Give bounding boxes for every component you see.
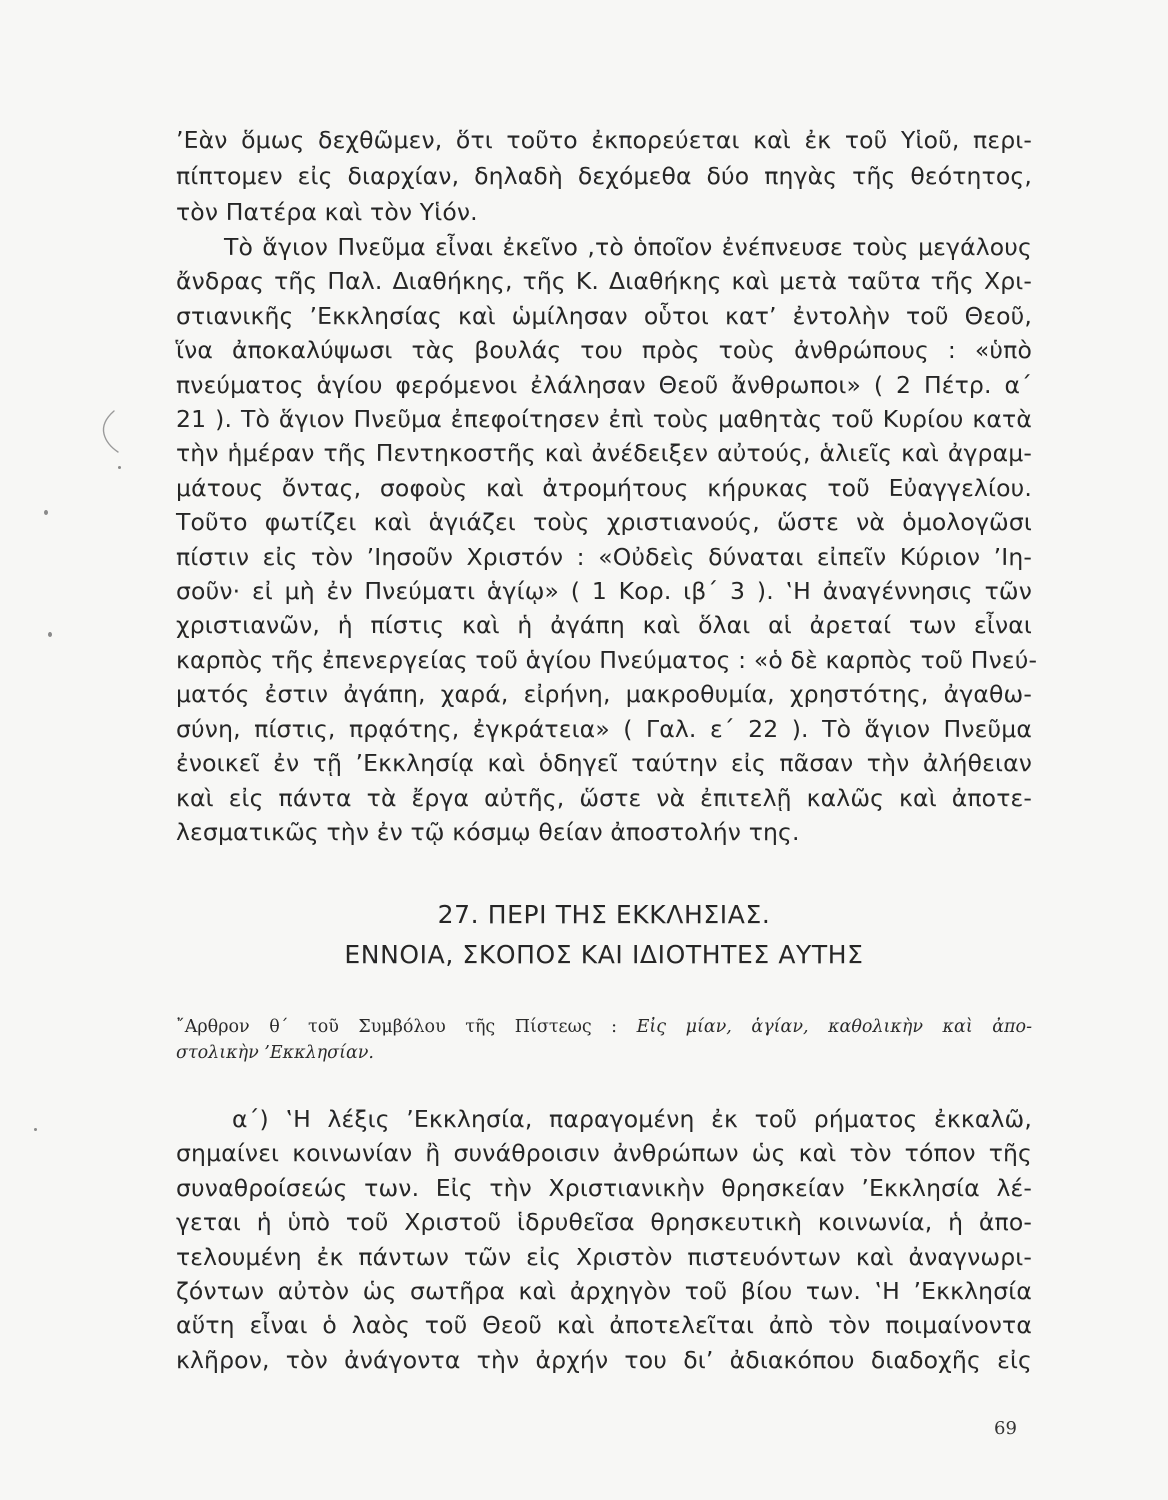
text-line: σύνη, πίστις, πρᾳότης, ἐγκράτεια» ( Γαλ. ε΄ 22 ). Τὸ ἅγιον Πνεῦμα — [176, 714, 1032, 743]
scan-speck — [44, 510, 48, 515]
text-line: πίπτομεν εἰς διαρχίαν, δηλαδὴ δεχόμεθα δύο πηγὰς τῆς θεότητος, — [176, 162, 1032, 190]
text-line: μάτους ὄντας, σοφοὺς καὶ ἀτρομήτους κήρυκας τοῦ Εὐαγγελίου. — [176, 473, 1032, 502]
text-line: ματός ἐστιν ἀγάπη, χαρά, εἰρήνη, μακροθυμία, χρηστότης, ἀγαθω- — [176, 680, 1032, 709]
text-line: 21 ). Τὸ ἅγιον Πνεῦμα ἐπεφοίτησεν ἐπὶ τοὺς μαθητὰς τοῦ Κυρίου κατὰ — [176, 405, 1032, 434]
scan-speck — [34, 1128, 37, 1131]
text-line: ζόντων αὐτὸν ὡς σωτῆρα καὶ ἀρχηγὸν τοῦ βίου των. ‛Η ’Εκκλησία — [176, 1277, 1032, 1306]
text-line: στιανικῆς ’Εκκλησίας καὶ ὡμίλησαν οὗτοι κατ’ ἐντολὴν τοῦ Θεοῦ, — [176, 301, 1032, 330]
epigraph-line — [176, 1014, 1032, 1040]
scan-speck — [118, 466, 121, 469]
text-line: τὴν ἡμέραν τῆς Πεντηκοστῆς καὶ ἀνέδειξεν αὐτούς, ἁλιεῖς καὶ ἀγραμ- — [176, 439, 1032, 468]
text-line: Τοῦτο φωτίζει καὶ ἁγιάζει τοὺς χριστιανούς, ὥστε νὰ ὁμολογῶσι — [176, 508, 1032, 537]
epigraph-prefix: ῎Αρθρον θ΄ τοῦ Συμβόλου τῆς Πίστεως : — [176, 1017, 637, 1037]
text-line: ἐνοικεῖ ἐν τῇ ’Εκκλησίᾳ καὶ ὁδηγεῖ ταύτην εἰς πᾶσαν τὴν ἀλήθειαν — [176, 749, 1032, 778]
paragraph-church-definition — [176, 1102, 1032, 1377]
text-line: κλῆρον, τὸν ἀνάγοντα τὴν ἀρχήν του δι’ ἀδιακόπου διαδοχῆς εἰς — [176, 1345, 1032, 1374]
text-line: ’Εὰν ὅμως δεχθῶμεν, ὅτι τοῦτο ἐκπορεύεται καὶ ἐκ τοῦ Υἱοῦ, περι- — [176, 126, 1032, 154]
text-line: τὸν Πατέρα καὶ τὸν Υἱόν. — [176, 198, 478, 226]
text-line: καὶ εἰς πάντα τὰ ἔργα αὐτῆς, ὥστε νὰ ἐπιτελῇ καλῶς καὶ ἀποτε- — [176, 783, 1032, 812]
text-line: συναθροίσεώς των. Εἰς τὴν Χριστιανικὴν θρησκείαν ’Εκκλησία λέ- — [176, 1173, 1032, 1202]
paragraph-holy-spirit — [176, 230, 1038, 849]
text-line: λεσματικῶς τὴν ἐν τῷ κόσμῳ θείαν ἀποστολήν της. — [176, 817, 800, 846]
text-line: πνεύματος ἁγίου φερόμενοι ἐλάλησαν Θεοῦ ἄνθρωποι» ( 2 Πέτρ. α΄ — [176, 370, 1032, 399]
text-line: σημαίνει κοινωνίαν ἢ συνάθροισιν ἀνθρώπων ὡς καὶ τὸν τόπον τῆς — [176, 1139, 1032, 1168]
text-line: γεται ἡ ὑπὸ τοῦ Χριστοῦ ἱδρυθεῖσα θρησκευτικὴ κοινωνία, ἡ ἀπο- — [176, 1208, 1032, 1237]
page-number: 69 — [994, 1418, 1017, 1439]
epigraph — [176, 1014, 1032, 1066]
text-line: αὕτη εἶναι ὁ λαὸς τοῦ Θεοῦ καὶ ἀποτελεῖται ἀπὸ τὸν ποιμαίνοντα — [176, 1311, 1032, 1340]
handwritten-margin-mark — [94, 408, 124, 454]
scan-speck — [48, 632, 52, 637]
text-line: τελουμένη ἐκ πάντων τῶν εἰς Χριστὸν πιστευόντων καὶ ἀναγνωρι- — [176, 1242, 1032, 1271]
text-line: καρπὸς τῆς ἐπενεργείας τοῦ ἁγίου Πνεύματος : «ὁ δὲ καρπὸς τοῦ Πνεύ- — [176, 645, 1038, 674]
epigraph-quote: Εἰς μίαν, ἁγίαν, καθολικὴν καὶ ἀπο- — [636, 1017, 1032, 1037]
section-heading-title: 27. ΠΕΡΙ ΤΗΣ ΕΚΚΛΗΣΙΑΣ. — [437, 900, 771, 929]
text-line: ἵνα ἀποκαλύψωσι τὰς βουλάς του πρὸς τοὺς ἀνθρώπους : «ὑπὸ — [176, 336, 1032, 365]
text-line: σοῦν· εἰ μὴ ἐν Πνεύματι ἁγίῳ» ( 1 Κορ. ιβ΄ 3 ). ‛Η ἀναγέννησις τῶν — [176, 577, 1032, 606]
text-line: Τὸ ἅγιον Πνεῦμα εἶναι ἐκεῖνο ,τὸ ὁποῖον ἐνέπνευσε τοὺς μεγάλους — [224, 233, 1032, 261]
paragraph-intro — [176, 122, 1032, 230]
text-line: ἄνδρας τῆς Παλ. Διαθήκης, τῆς Κ. Διαθήκης καὶ μετὰ ταῦτα τῆς Χρι- — [176, 267, 1032, 296]
epigraph-quote-continued: στολικὴν ’Εκκλησίαν. — [176, 1043, 374, 1063]
section-heading-subtitle: ΕΝΝΟΙΑ, ΣΚΟΠΟΣ ΚΑΙ ΙΔΙΟΤΗΤΕΣ ΑΥΤΗΣ — [344, 940, 864, 969]
text-line: χριστιανῶν, ἡ πίστις καὶ ἡ ἀγάπη καὶ ὅλαι αἱ ἀρεταί των εἶναι — [176, 611, 1032, 640]
text-line: α΄) ‛Η λέξις ’Εκκλησία, παραγομένη ἐκ τοῦ ρήματος ἐκκαλῶ, — [232, 1105, 1032, 1133]
text-line: πίστιν εἰς τὸν ’Ιησοῦν Χριστόν : «Οὐδεὶς δύναται εἰπεῖν Κύριον ’Ιη- — [176, 542, 1032, 571]
